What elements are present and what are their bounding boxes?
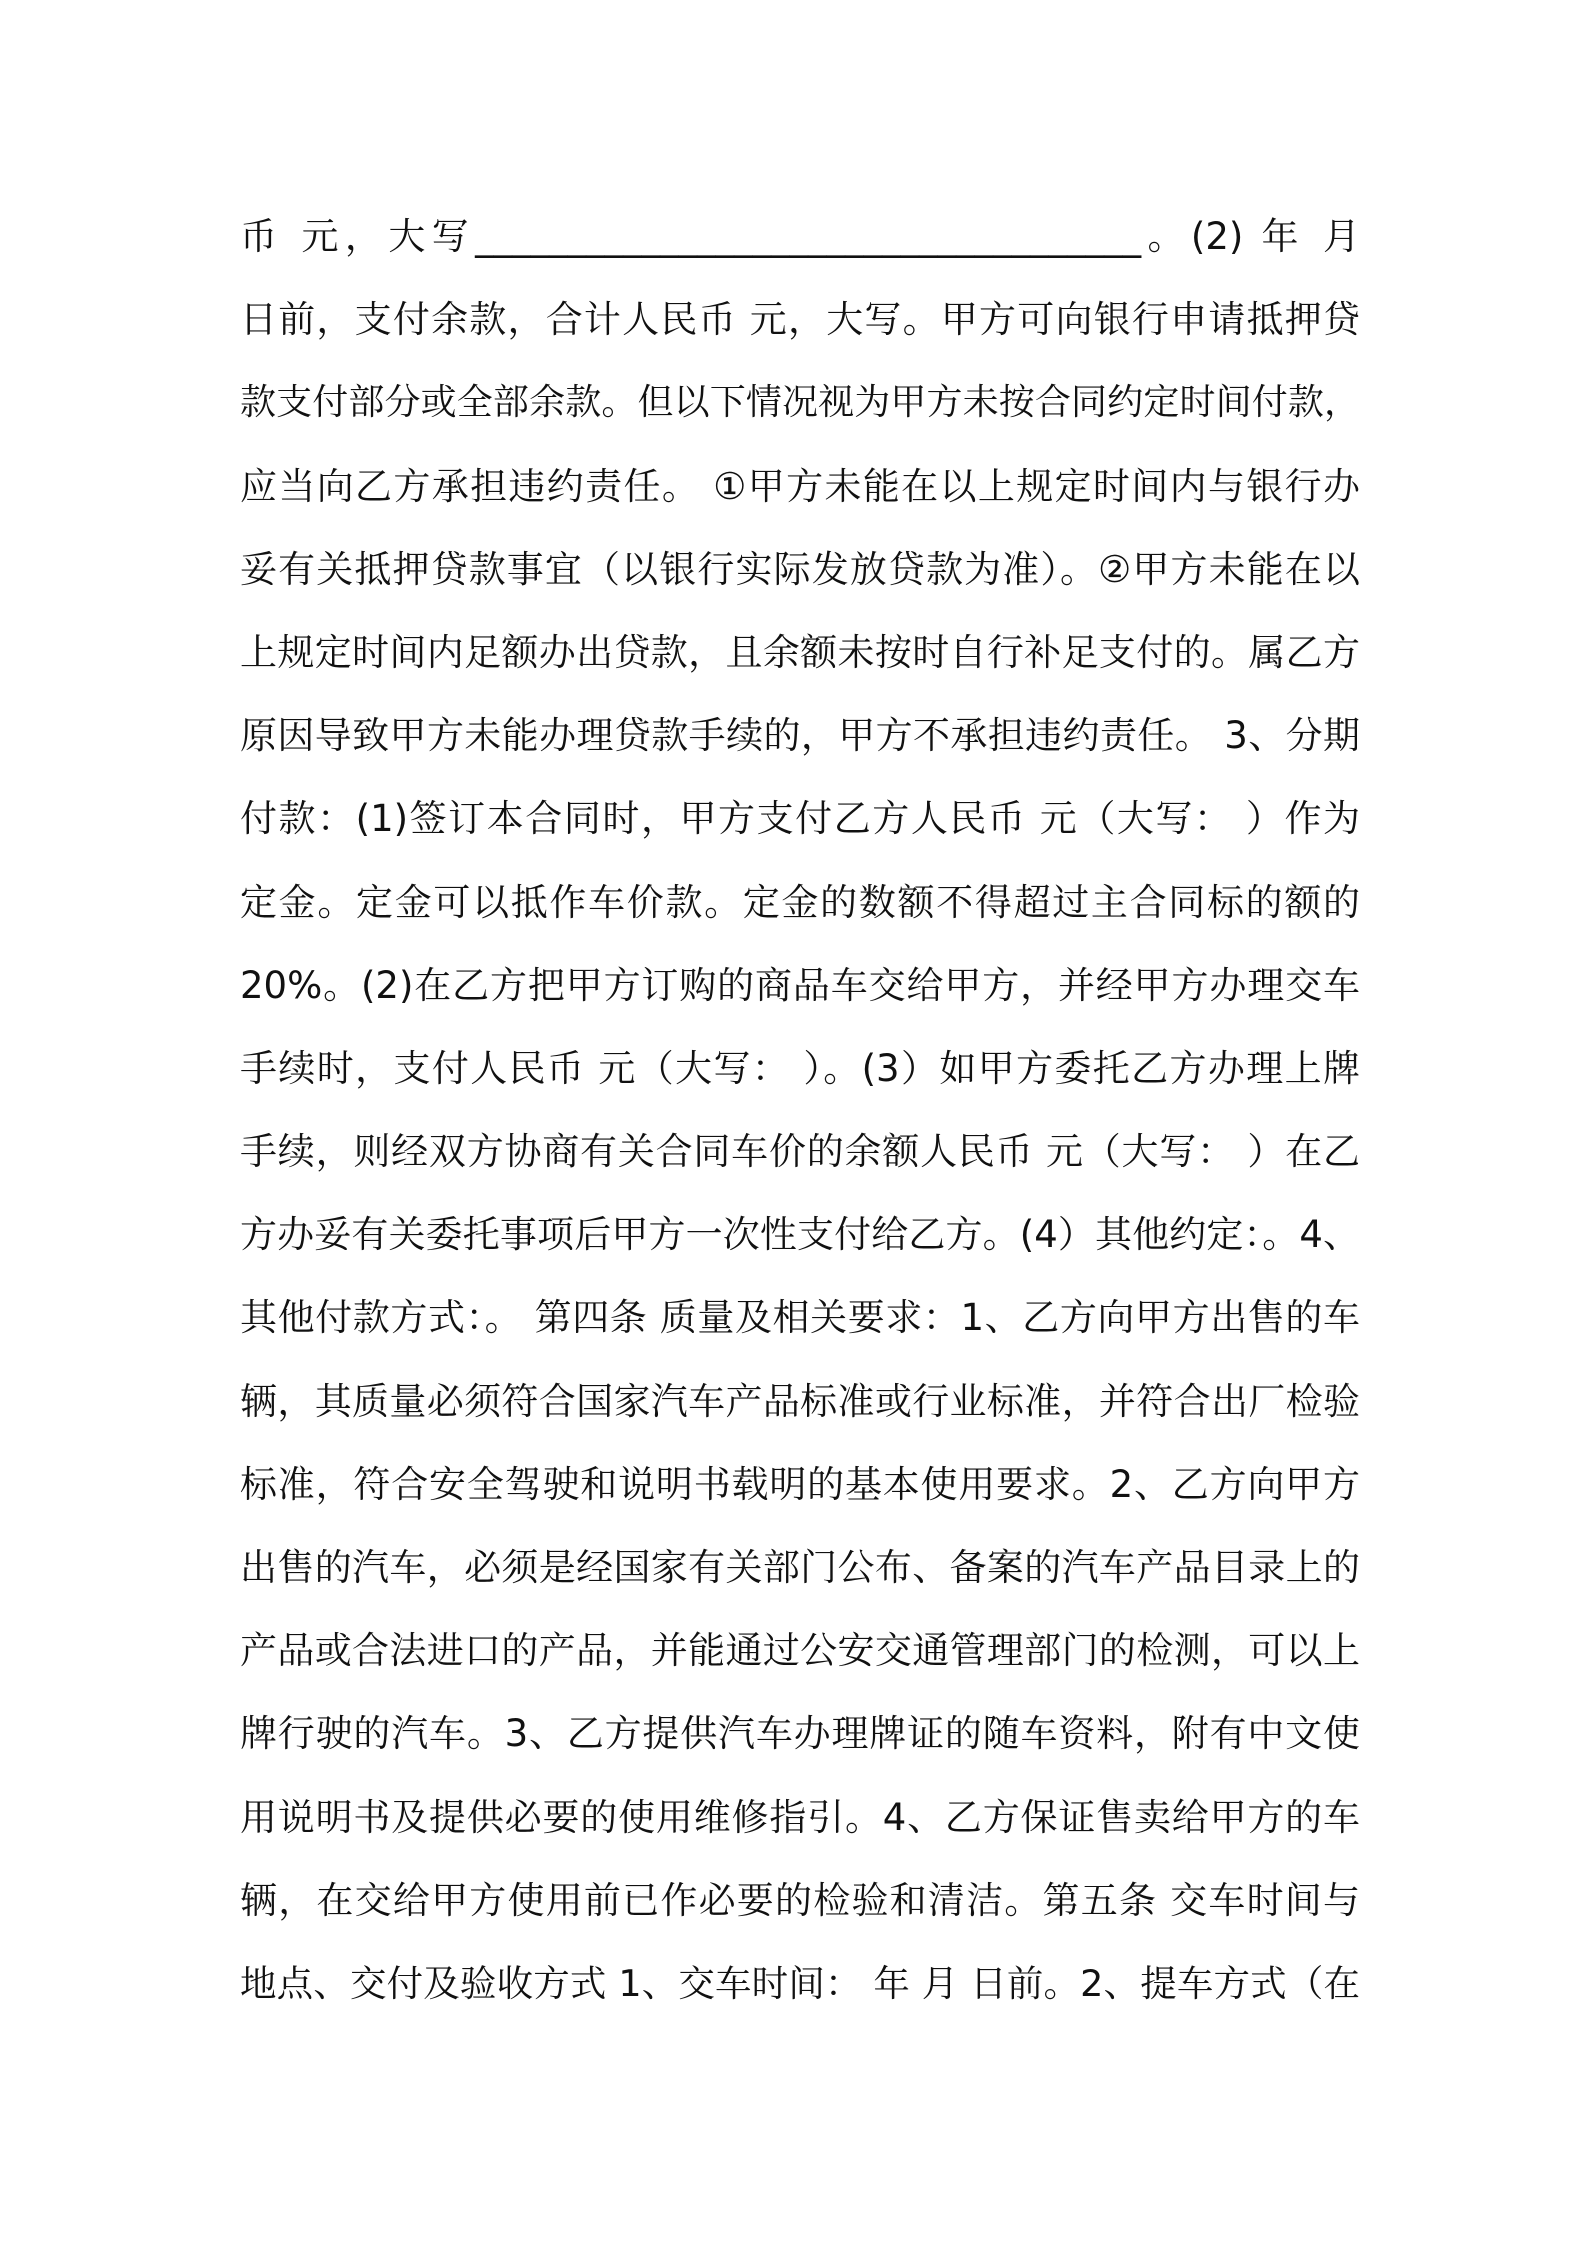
text-line: 币 元，大写____________________________________。(2) 年 月	[240, 215, 1360, 258]
contract-body-text	[240, 195, 1360, 2025]
text-line: 地点、交付及验收方式 1、交车时间： 年 月 日前。2、提车方式（在	[240, 1961, 1360, 2005]
text-line: 手续，则经双方协商有关合同车价的余额人民币 元（大写： ）在乙	[240, 1130, 1360, 1174]
text-line: 产品或合法进口的产品，并能通过公安交通管理部门的检测，可以上	[240, 1629, 1360, 1673]
text-line: 原因导致甲方未能办理贷款手续的，甲方不承担违约责任。 3、分期	[240, 714, 1360, 758]
text-line: 牌行驶的汽车。3、乙方提供汽车办理牌证的随车资料，附有中文使	[240, 1712, 1360, 1756]
text-line: 妥有关抵押贷款事宜（以银行实际发放贷款为准）。②甲方未能在以	[240, 547, 1360, 591]
text-line: 上规定时间内足额办出贷款，且余额未按时自行补足支付的。属乙方	[240, 630, 1360, 674]
text-line: 辆，其质量必须符合国家汽车产品标准或行业标准，并符合出厂检验	[240, 1379, 1360, 1423]
text-line: 付款：(1)签订本合同时，甲方支付乙方人民币 元（大写： ）作为	[240, 797, 1360, 841]
text-line: 手续时，支付人民币 元（大写： ）。(3）如甲方委托乙方办理上牌	[240, 1046, 1360, 1090]
text-line: 定金。定金可以抵作车价款。定金的数额不得超过主合同标的额的	[240, 880, 1360, 924]
text-line: 辆，在交给甲方使用前已作必要的检验和清洁。第五条 交车时间与	[240, 1878, 1360, 1922]
text-line: 20%。(2)在乙方把甲方订购的商品车交给甲方，并经甲方办理交车	[240, 963, 1360, 1007]
text-line: 方办妥有关委托事项后甲方一次性支付给乙方。(4）其他约定：。4、	[240, 1213, 1360, 1257]
text-line: 其他付款方式：。 第四条 质量及相关要求：1、乙方向甲方出售的车	[240, 1296, 1360, 1340]
text-line: 用说明书及提供必要的使用维修指引。4、乙方保证售卖给甲方的车	[240, 1795, 1360, 1839]
text-line: 出售的汽车，必须是经国家有关部门公布、备案的汽车产品目录上的	[240, 1546, 1360, 1589]
text-line: 标准，符合安全驾驶和说明书载明的基本使用要求。2、乙方向甲方	[240, 1462, 1360, 1506]
text-line: 应当向乙方承担违约责任。 ①甲方未能在以上规定时间内与银行办	[240, 464, 1360, 508]
text-line: 日前，支付余款，合计人民币 元，大写。甲方可向银行申请抵押贷	[240, 298, 1360, 342]
text-line: 款支付部分或全部余款。但以下情况视为甲方未按合同约定时间付款，	[240, 382, 1360, 424]
